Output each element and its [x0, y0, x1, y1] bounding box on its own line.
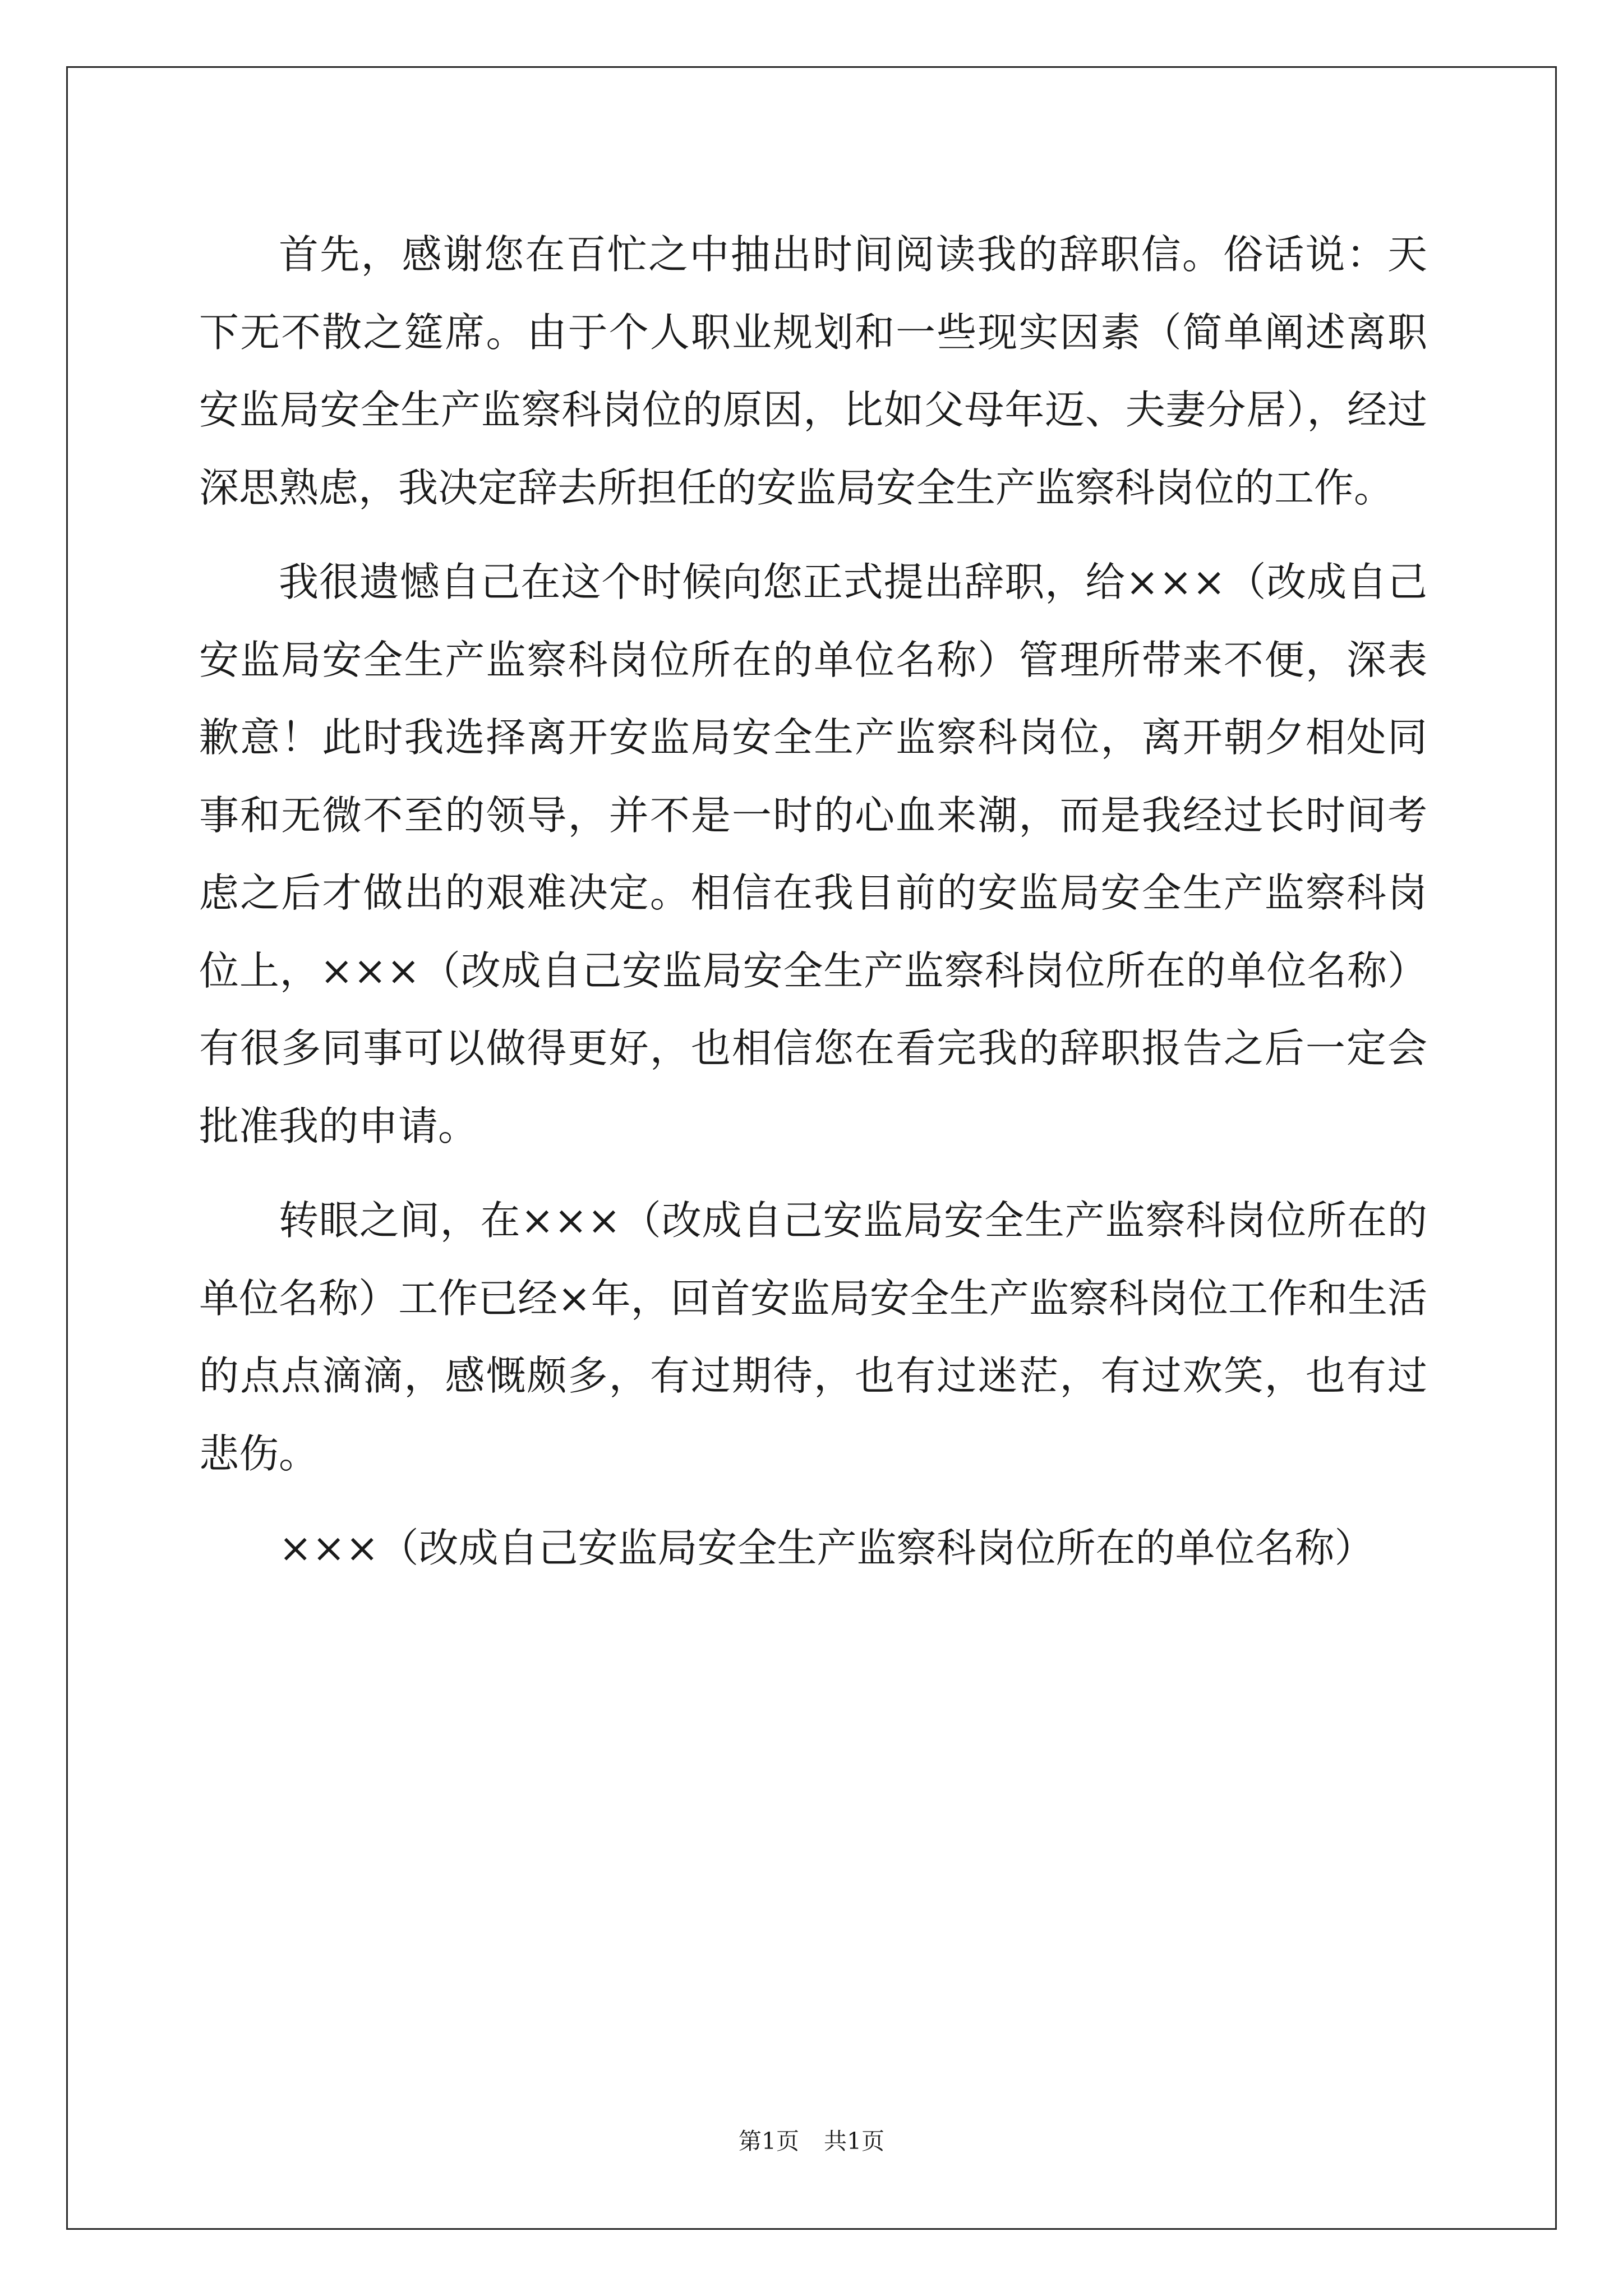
paragraph-2: 我很遗憾自己在这个时候向您正式提出辞职，给×××（改成自己安监局安全生产监察科岗位所在的单位名称）管理所带来不便，深表歉意！此时我选择离开安监局安全生产监察科岗位，离开朝夕相处同事和无微不至的领导，并不是一时的心血来潮，而是我经过长时间考虑之后才做出的艰难决定。相信在我目前的安监局安全生产监察科岗位上，×××（改成自己安监局安全生产监察科岗位所在的单位名称）有很多同事可以做得更好，也相信您在看完我的辞职报告之后一定会批准我的申请。	[199, 559, 1427, 1149]
paragraph-4: ×××（改成自己安监局安全生产监察科岗位所在的单位名称）	[279, 1525, 1375, 1571]
page-number: 第1页	[738, 2128, 799, 2155]
page-footer	[0, 2124, 1623, 2158]
document-body	[199, 216, 1427, 1588]
paragraph-3: 转眼之间，在×××（改成自己安监局安全生产监察科岗位所在的单位名称）工作已经×年，回首安监局安全生产监察科岗位工作和生活的点点滴滴，感慨颇多，有过期待，也有过迷茫，有过欢笑，也有过悲伤。	[199, 1197, 1427, 1477]
page-total: 共1页	[824, 2128, 885, 2155]
paragraph-1: 首先，感谢您在百忙之中抽出时间阅读我的辞职信。俗话说：天下无不散之筵席。由于个人职业规划和一些现实因素（简单阐述离职安监局安全生产监察科岗位的原因，比如父母年迈、夫妻分居），经过深思熟虑，我决定辞去所担任的安监局安全生产监察科岗位的工作。	[199, 231, 1427, 511]
